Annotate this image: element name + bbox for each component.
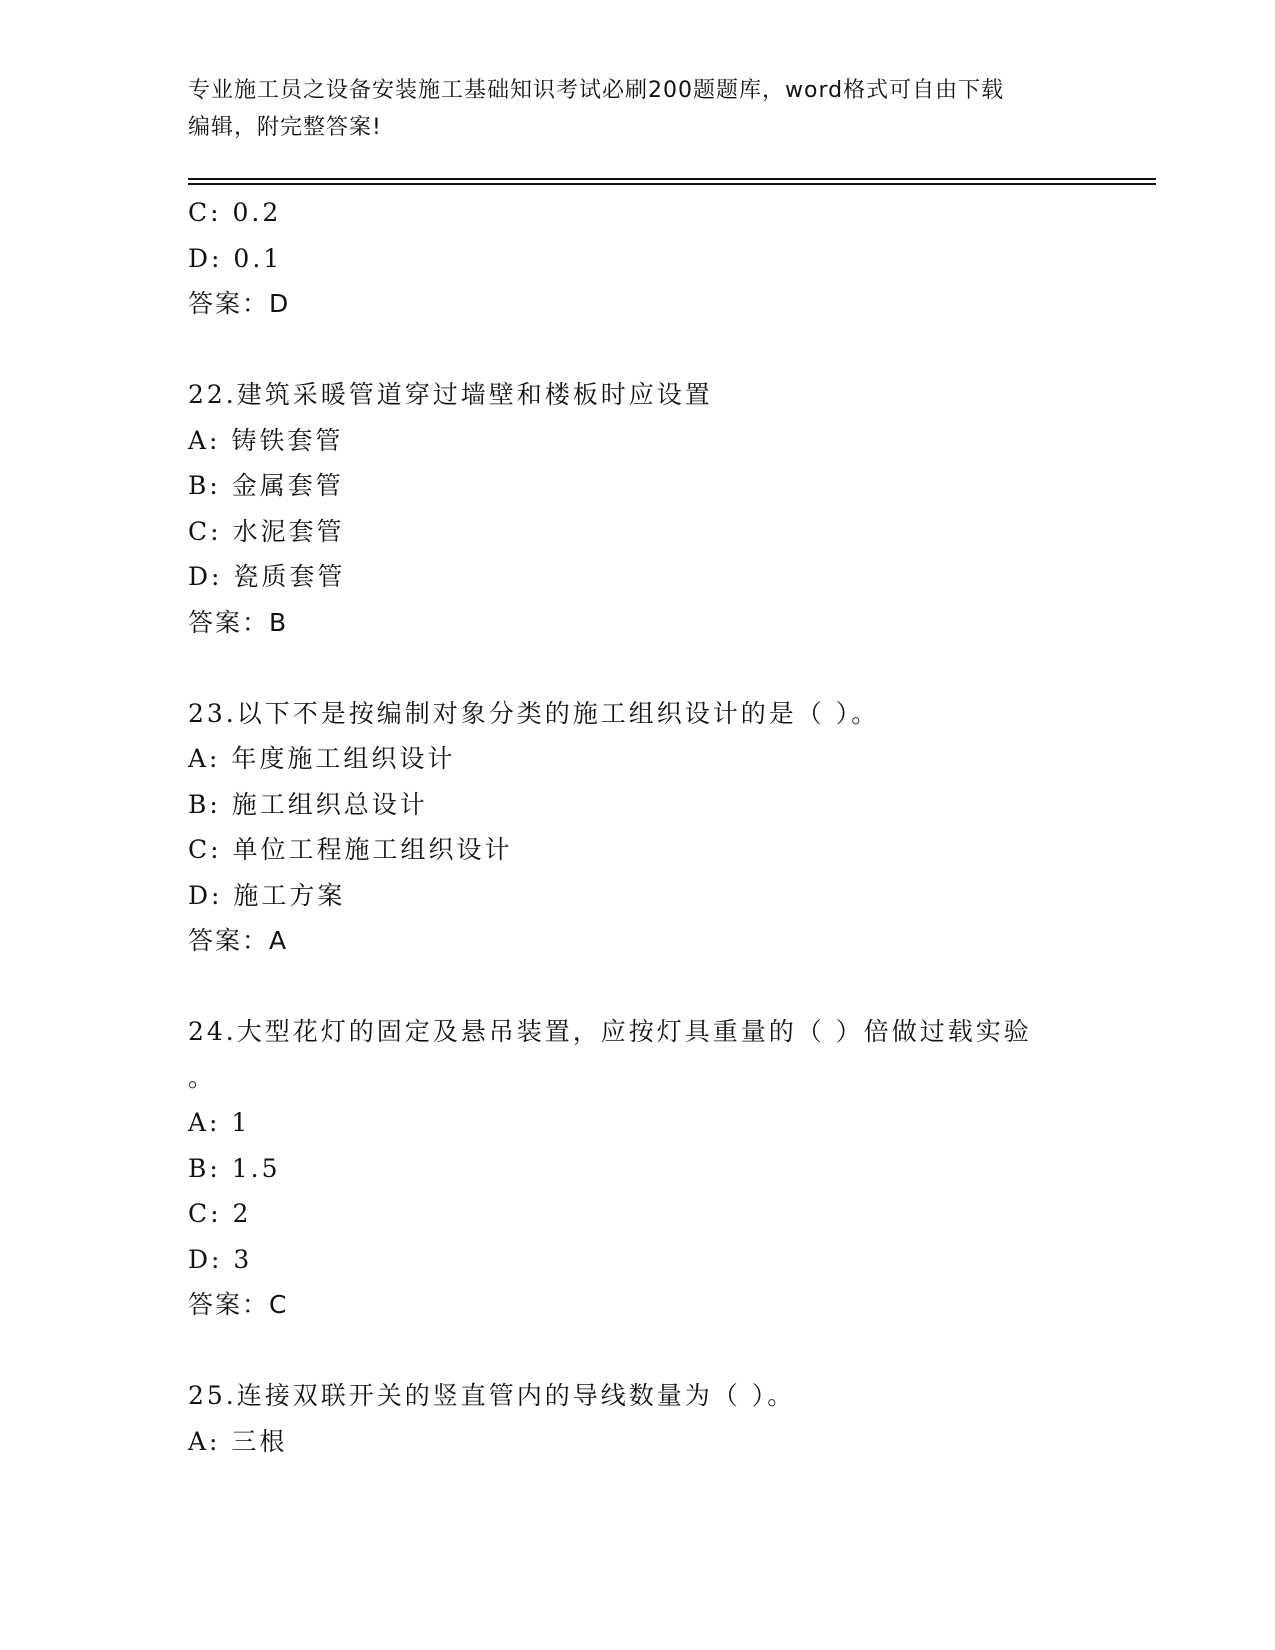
document-header <box>188 72 1088 146</box>
question-22 <box>188 372 1088 645</box>
answer-line: 答案：D <box>188 289 291 318</box>
answer-line: 答案：C <box>188 1290 289 1319</box>
option-a: A: 1 <box>188 1108 251 1137</box>
answer-line: 答案：A <box>188 926 289 955</box>
question-24 <box>188 1009 1088 1328</box>
option-d: D: 施工方案 <box>188 880 346 910</box>
option-c: C: 0.2 <box>188 198 282 227</box>
header-title-line-2: 编辑，附完整答案! <box>188 115 382 140</box>
spacer <box>188 327 1088 373</box>
spacer <box>188 1328 1088 1374</box>
spacer <box>188 645 1088 691</box>
option-b: B: 1.5 <box>188 1153 281 1183</box>
question-text-line-1: 24.大型花灯的固定及悬吊装置，应按灯具重量的（ ）倍做过载实验 <box>188 1017 1032 1046</box>
question-23 <box>188 691 1088 964</box>
question-list <box>188 190 1088 1464</box>
question-21-tail <box>188 190 1088 327</box>
question-text: 22.建筑采暖管道穿过墙壁和楼板时应设置 <box>188 380 713 409</box>
question-text: 25.连接双联开关的竖直管内的导线数量为（ ）。 <box>188 1381 796 1410</box>
option-a: A: 铸铁套管 <box>188 425 344 455</box>
option-d: D: 瓷质套管 <box>188 562 346 591</box>
option-d: D: 3 <box>188 1244 253 1274</box>
option-c: C: 2 <box>188 1199 252 1228</box>
option-c: C: 水泥套管 <box>188 516 345 546</box>
header-rule-top <box>188 178 1156 180</box>
question-25 <box>188 1373 1088 1464</box>
spacer <box>188 964 1088 1010</box>
option-a: A: 年度施工组织设计 <box>188 744 456 773</box>
answer-line: 答案：B <box>188 607 289 637</box>
option-c: C: 单位工程施工组织设计 <box>188 835 513 864</box>
option-d: D: 0.1 <box>188 243 283 273</box>
header-title-line-1: 专业施工员之设备安装施工基础知识考试必刷200题题库，word格式可自由下载 <box>188 78 1005 103</box>
question-text-line-2: 。 <box>188 1062 217 1092</box>
option-b: B: 金属套管 <box>188 471 344 500</box>
option-a: A: 三根 <box>188 1426 288 1456</box>
header-rule-bottom <box>188 183 1156 185</box>
question-text: 23.以下不是按编制对象分类的施工组织设计的是（ ）。 <box>188 698 880 728</box>
option-b: B: 施工组织总设计 <box>188 789 428 819</box>
